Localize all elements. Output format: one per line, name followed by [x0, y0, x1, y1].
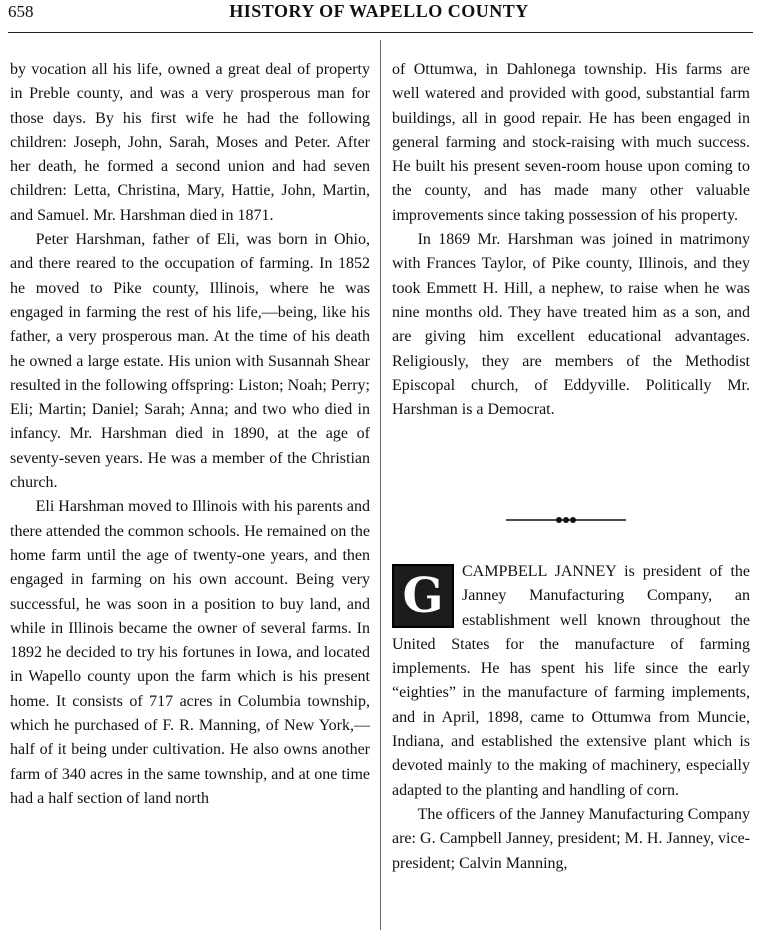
drop-cap: G: [392, 564, 454, 628]
section-ornament: [506, 510, 626, 530]
right-column-bottom: [392, 560, 750, 876]
right-paragraph-4: The officers of the Janney Manufacturing Company are: G. Campbell Janney, president; M. H. Janney, vice-president; Calvin Manning,: [392, 805, 750, 872]
right-column-top: [392, 58, 750, 422]
right-paragraph-1: of Ottumwa, in Dahlonega township. His farms are well watered and provided with good, substantial farm buildings, all in good repair. He has been engaged in general farming and stock-raising with much success. He built his present seven-room house upon coming to the county, and has made many other valuable improvements since taking possession of his property.: [392, 61, 750, 224]
janney-paragraph: [392, 560, 750, 803]
page-header: [0, 0, 758, 28]
header-rule: [8, 32, 753, 33]
page-number: 658: [8, 2, 34, 21]
running-title: HISTORY OF WAPELLO COUNTY: [229, 1, 529, 21]
right-paragraph-2: In 1869 Mr. Harshman was joined in matrimony with Frances Taylor, of Pike county, Illinois, and they took Emmett H. Hill, a nephew, to raise when he was nine months old. They have treated him as a son, and are giving him excellent educational advantages. Religiously, they are members of the Methodist Episcopal church, of Eddyville. Politically Mr. Harshman is a Democrat.: [392, 231, 750, 419]
left-paragraph-3: Eli Harshman moved to Illinois with his parents and there attended the common schools. He remained on the home farm until the age of twenty-one years, and then engaged in farming on his own account. Being very successful, he was soon in a position to buy land, and while in Illinois became the owner of several farms. In 1892 he decided to try his fortunes in Iowa, and located in Wapello county upon the farm which is his present home. It consists of 717 acres in Columbia township, which he purchased of F. R. Manning, of New York,—half of it being under cultivation. He also owns another farm of 340 acres in the same township, and at one time had a half section of land north: [10, 498, 370, 807]
left-column: [10, 58, 370, 811]
janney-paragraph-text: CAMPBELL JANNEY is president of the Janney Manufacturing Company, an establishment well known throughout the United States for the manufacture of farming implements. He has spent his life since the early “eighties” in the manufacture of farming implements, and in April, 1898, came to Ottumwa from Muncie, Indiana, and established the extensive plant which is devoted mainly to the making of machinery, especially adapted to the planting and handling of corn.: [392, 563, 750, 799]
left-paragraph-2: Peter Harshman, father of Eli, was born in Ohio, and there reared to the occupation of farming. In 1852 he moved to Pike county, Illinois, where he was engaged in farming the rest of his life,—being, like his father, a very prosperous man. At the time of his death he owned a large estate. His union with Susannah Shear resulted in the following offspring: Liston; Noah; Perry; Eli; Martin; Daniel; Sarah; Anna; and two who died in infancy. Mr. Harshman died in 1890, at the age of seventy-seven years. He was a member of the Christian church.: [10, 231, 370, 492]
column-divider: [380, 40, 381, 930]
left-paragraph-1: by vocation all his life, owned a great deal of property in Preble county, and was a very prosperous man for those days. By his first wife he had the following children: Joseph, John, Sarah, Moses and Peter. After her death, he formed a second union and had seven children: Letta, Christina, Mary, Hattie, John, Martin, and Samuel. Mr. Harshman died in 1871.: [10, 61, 370, 224]
